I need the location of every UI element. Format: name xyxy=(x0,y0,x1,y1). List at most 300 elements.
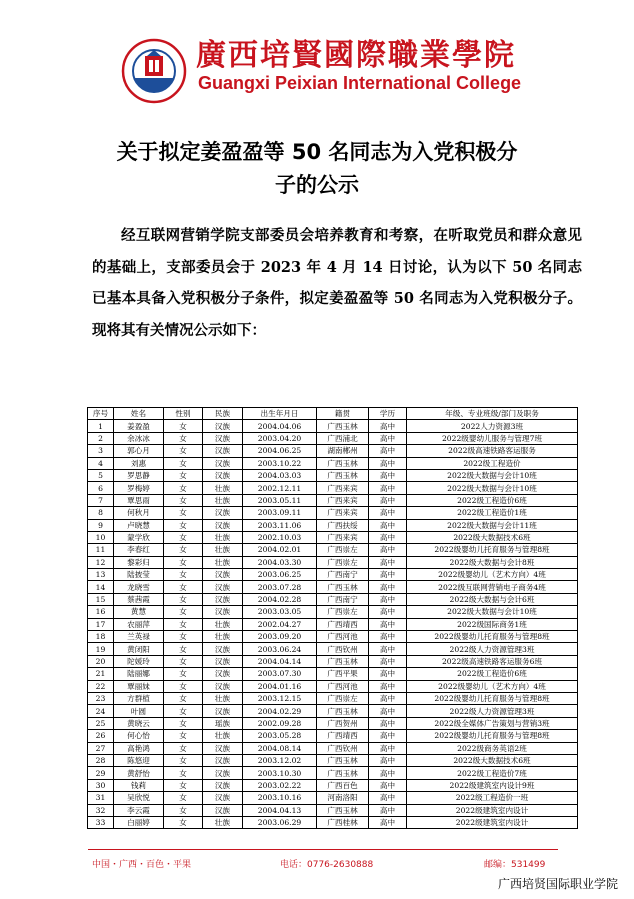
college-name-english: Guangxi Peixian International College xyxy=(198,73,522,93)
cell-native-place: 广西崇左 xyxy=(317,692,369,704)
cell-birthdate: 2004.02.29 xyxy=(243,705,317,717)
table-row xyxy=(88,618,578,630)
cell-birthdate: 2004.01.16 xyxy=(243,680,317,692)
cell-class: 2022级婴幼儿托育服务与管理8班 xyxy=(407,544,578,556)
cell-native-place: 广西玉林 xyxy=(317,457,369,469)
cell-class: 2022级商务英语2班 xyxy=(407,742,578,754)
cell-name: 罗梅婷 xyxy=(114,482,164,494)
table-row xyxy=(88,420,578,432)
cell-birthdate: 2003.05.28 xyxy=(243,730,317,742)
cell-gender: 女 xyxy=(164,668,203,680)
cell-class: 2022级人力资源管理3班 xyxy=(407,705,578,717)
table-header-row xyxy=(88,408,578,420)
college-name-chinese: 廣西培賢國際職業學院 xyxy=(196,38,516,73)
table-row xyxy=(88,494,578,506)
cell-class: 2022级工程造价 xyxy=(407,457,578,469)
cell-name: 陈悠迎 xyxy=(114,754,164,766)
header-class: 年级、专业班级/部门及职务 xyxy=(407,408,578,420)
cell-native-place: 广西靖西 xyxy=(317,730,369,742)
cell-birthdate: 2003.09.11 xyxy=(243,507,317,519)
cell-gender: 女 xyxy=(164,655,203,667)
cell-class: 2022级大数据与会计10班 xyxy=(407,469,578,481)
cell-ethnicity: 汉族 xyxy=(203,519,243,531)
cell-ethnicity: 壮族 xyxy=(203,816,243,828)
cell-index: 13 xyxy=(88,569,114,581)
cell-gender: 女 xyxy=(164,754,203,766)
cell-class: 2022级高速铁路客运服务6班 xyxy=(407,655,578,667)
cell-ethnicity: 汉族 xyxy=(203,581,243,593)
cell-native-place: 广西玉林 xyxy=(317,767,369,779)
cell-gender: 女 xyxy=(164,469,203,481)
cell-native-place: 广西钦州 xyxy=(317,643,369,655)
cell-gender: 女 xyxy=(164,531,203,543)
cell-education: 高中 xyxy=(369,705,407,717)
cell-birthdate: 2003.07.28 xyxy=(243,581,317,593)
cell-education: 高中 xyxy=(369,469,407,481)
cell-ethnicity: 汉族 xyxy=(203,420,243,432)
table-row xyxy=(88,581,578,593)
cell-native-place: 广西百色 xyxy=(317,779,369,791)
cell-gender: 女 xyxy=(164,816,203,828)
cell-name: 李春红 xyxy=(114,544,164,556)
table-row xyxy=(88,668,578,680)
table-row xyxy=(88,432,578,444)
cell-gender: 女 xyxy=(164,445,203,457)
cell-ethnicity: 汉族 xyxy=(203,804,243,816)
cell-name: 黎彩归 xyxy=(114,556,164,568)
cell-name: 吴欣悦 xyxy=(114,792,164,804)
cell-education: 高中 xyxy=(369,507,407,519)
cell-index: 28 xyxy=(88,754,114,766)
cell-education: 高中 xyxy=(369,668,407,680)
cell-class: 2022级大数据与会计10班 xyxy=(407,606,578,618)
cell-gender: 女 xyxy=(164,717,203,729)
cell-ethnicity: 汉族 xyxy=(203,754,243,766)
cell-gender: 女 xyxy=(164,631,203,643)
cell-education: 高中 xyxy=(369,457,407,469)
cell-gender: 女 xyxy=(164,618,203,630)
cell-name: 郭心月 xyxy=(114,445,164,457)
cell-index: 30 xyxy=(88,779,114,791)
table-row xyxy=(88,457,578,469)
cell-native-place: 广西来宾 xyxy=(317,494,369,506)
cell-education: 高中 xyxy=(369,432,407,444)
cell-class: 2022级婴幼儿托育服务与管理8班 xyxy=(407,730,578,742)
cell-index: 3 xyxy=(88,445,114,457)
cell-ethnicity: 汉族 xyxy=(203,767,243,779)
cell-gender: 女 xyxy=(164,779,203,791)
table-row xyxy=(88,507,578,519)
notice-body: 经互联网营销学院支部委员会培养教育和考察，在听取党员和群众意见的基础上，支部委员会于 2023 年 4 月 14 日讨论，认为以下 50 名同志已基本具备入党积极分子条件，拟定姜盈盈等 50 名同志为入党积极分子。现将其有关情况公示如下： xyxy=(92,227,582,339)
cell-native-place: 广西河池 xyxy=(317,680,369,692)
cell-birthdate: 2003.02.22 xyxy=(243,779,317,791)
cell-education: 高中 xyxy=(369,631,407,643)
cell-name: 何心怡 xyxy=(114,730,164,742)
cell-index: 18 xyxy=(88,631,114,643)
cell-index: 7 xyxy=(88,494,114,506)
signature: 广西培贤国际职业学院 xyxy=(497,877,618,891)
table-row xyxy=(88,482,578,494)
table-row xyxy=(88,643,578,655)
cell-birthdate: 2003.07.30 xyxy=(243,668,317,680)
candidate-table xyxy=(87,407,578,829)
cell-birthdate: 2003.10.22 xyxy=(243,457,317,469)
cell-birthdate: 2002.04.27 xyxy=(243,618,317,630)
header-education: 学历 xyxy=(369,408,407,420)
table-row xyxy=(88,593,578,605)
cell-ethnicity: 汉族 xyxy=(203,680,243,692)
cell-native-place: 广西崇左 xyxy=(317,556,369,568)
cell-gender: 女 xyxy=(164,742,203,754)
cell-class: 2022级工程造价1班 xyxy=(407,507,578,519)
footer-postcode: 邮编：531499 xyxy=(484,860,546,870)
cell-education: 高中 xyxy=(369,544,407,556)
header-native-place: 籍贯 xyxy=(317,408,369,420)
table-row xyxy=(88,655,578,667)
cell-name: 陆披莹 xyxy=(114,569,164,581)
cell-education: 高中 xyxy=(369,420,407,432)
cell-education: 高中 xyxy=(369,692,407,704)
cell-index: 16 xyxy=(88,606,114,618)
cell-education: 高中 xyxy=(369,816,407,828)
cell-birthdate: 2003.10.30 xyxy=(243,767,317,779)
cell-birthdate: 2004.03.03 xyxy=(243,469,317,481)
table-row xyxy=(88,531,578,543)
cell-native-place: 广西来宾 xyxy=(317,507,369,519)
cell-education: 高中 xyxy=(369,804,407,816)
cell-class: 2022级工程造价6班 xyxy=(407,668,578,680)
cell-class: 2022级工程造价7班 xyxy=(407,767,578,779)
cell-gender: 女 xyxy=(164,494,203,506)
cell-name: 罗思静 xyxy=(114,469,164,481)
cell-class: 2022级工程造价6班 xyxy=(407,494,578,506)
cell-name: 姜盈盈 xyxy=(114,420,164,432)
table-row xyxy=(88,569,578,581)
header-ethnicity: 民族 xyxy=(203,408,243,420)
cell-index: 14 xyxy=(88,581,114,593)
cell-index: 26 xyxy=(88,730,114,742)
cell-ethnicity: 汉族 xyxy=(203,779,243,791)
cell-name: 刘惠 xyxy=(114,457,164,469)
table-body xyxy=(88,420,578,829)
cell-ethnicity: 汉族 xyxy=(203,705,243,717)
cell-native-place: 广西扶绥 xyxy=(317,519,369,531)
table-row xyxy=(88,816,578,828)
table-row xyxy=(88,792,578,804)
cell-index: 20 xyxy=(88,655,114,667)
cell-class: 2022人力资源3班 xyxy=(407,420,578,432)
cell-birthdate: 2004.03.30 xyxy=(243,556,317,568)
table-row xyxy=(88,742,578,754)
cell-birthdate: 2004.04.06 xyxy=(243,420,317,432)
table-row xyxy=(88,767,578,779)
table-row xyxy=(88,469,578,481)
cell-birthdate: 2004.06.25 xyxy=(243,445,317,457)
cell-education: 高中 xyxy=(369,754,407,766)
cell-name: 兰英禄 xyxy=(114,631,164,643)
cell-gender: 女 xyxy=(164,606,203,618)
cell-native-place: 广西浦北 xyxy=(317,432,369,444)
cell-class: 2022级互联网营销电子商务4班 xyxy=(407,581,578,593)
cell-native-place: 广西南宁 xyxy=(317,593,369,605)
table-row xyxy=(88,544,578,556)
cell-index: 8 xyxy=(88,507,114,519)
cell-name: 钱莉 xyxy=(114,779,164,791)
cell-ethnicity: 汉族 xyxy=(203,792,243,804)
cell-native-place: 广西来宾 xyxy=(317,482,369,494)
cell-index: 1 xyxy=(88,420,114,432)
cell-native-place: 广西玉林 xyxy=(317,469,369,481)
cell-native-place: 广西崇左 xyxy=(317,606,369,618)
cell-class: 2022级全媒体广告策划与营销3班 xyxy=(407,717,578,729)
cell-native-place: 广西玉林 xyxy=(317,804,369,816)
cell-name: 龙晓雪 xyxy=(114,581,164,593)
cell-birthdate: 2004.04.14 xyxy=(243,655,317,667)
cell-index: 32 xyxy=(88,804,114,816)
header-index: 序号 xyxy=(88,408,114,420)
table-row xyxy=(88,779,578,791)
cell-education: 高中 xyxy=(369,531,407,543)
cell-index: 4 xyxy=(88,457,114,469)
cell-education: 高中 xyxy=(369,581,407,593)
cell-gender: 女 xyxy=(164,432,203,444)
cell-name: 黄舒怡 xyxy=(114,767,164,779)
cell-gender: 女 xyxy=(164,730,203,742)
cell-class: 2022级大数据与会计11班 xyxy=(407,519,578,531)
cell-name: 陆丽娜 xyxy=(114,668,164,680)
cell-ethnicity: 汉族 xyxy=(203,643,243,655)
cell-index: 2 xyxy=(88,432,114,444)
cell-education: 高中 xyxy=(369,680,407,692)
table-row xyxy=(88,445,578,457)
cell-education: 高中 xyxy=(369,606,407,618)
cell-name: 白丽婷 xyxy=(114,816,164,828)
table-row xyxy=(88,606,578,618)
cell-ethnicity: 壮族 xyxy=(203,631,243,643)
cell-native-place: 广西桂林 xyxy=(317,816,369,828)
cell-class: 2022级大数据技术6班 xyxy=(407,531,578,543)
cell-gender: 女 xyxy=(164,556,203,568)
cell-ethnicity: 壮族 xyxy=(203,482,243,494)
cell-gender: 女 xyxy=(164,767,203,779)
cell-class: 2022级人力资源管理3班 xyxy=(407,643,578,655)
cell-ethnicity: 汉族 xyxy=(203,457,243,469)
cell-birthdate: 2003.03.05 xyxy=(243,606,317,618)
cell-education: 高中 xyxy=(369,556,407,568)
cell-ethnicity: 汉族 xyxy=(203,432,243,444)
cell-native-place: 广西崇左 xyxy=(317,544,369,556)
cell-name: 李云霞 xyxy=(114,804,164,816)
cell-index: 27 xyxy=(88,742,114,754)
cell-class: 2022级高速铁路客运服务 xyxy=(407,445,578,457)
cell-index: 21 xyxy=(88,668,114,680)
table-row xyxy=(88,680,578,692)
cell-education: 高中 xyxy=(369,767,407,779)
table-row xyxy=(88,705,578,717)
cell-name: 陀媛玲 xyxy=(114,655,164,667)
cell-birthdate: 2003.06.29 xyxy=(243,816,317,828)
header-gender: 性别 xyxy=(164,408,203,420)
cell-index: 11 xyxy=(88,544,114,556)
cell-class: 2022级建筑室内设计 xyxy=(407,804,578,816)
cell-index: 23 xyxy=(88,692,114,704)
cell-native-place: 广西玉林 xyxy=(317,754,369,766)
cell-education: 高中 xyxy=(369,742,407,754)
cell-name: 叶圆 xyxy=(114,705,164,717)
cell-ethnicity: 汉族 xyxy=(203,569,243,581)
title-line-1: 关于拟定姜盈盈等 50 名同志为入党积极分 xyxy=(116,140,518,164)
cell-education: 高中 xyxy=(369,792,407,804)
cell-native-place: 广西河池 xyxy=(317,631,369,643)
cell-name: 蒙学欣 xyxy=(114,531,164,543)
cell-name: 覃丽妹 xyxy=(114,680,164,692)
cell-education: 高中 xyxy=(369,618,407,630)
cell-class: 2022级婴幼儿托育服务与管理8班 xyxy=(407,692,578,704)
cell-index: 31 xyxy=(88,792,114,804)
cell-gender: 女 xyxy=(164,507,203,519)
cell-birthdate: 2002.12.11 xyxy=(243,482,317,494)
cell-gender: 女 xyxy=(164,581,203,593)
cell-birthdate: 2003.05.11 xyxy=(243,494,317,506)
cell-birthdate: 2004.02.01 xyxy=(243,544,317,556)
cell-ethnicity: 汉族 xyxy=(203,655,243,667)
cell-name: 余冰冰 xyxy=(114,432,164,444)
table-row xyxy=(88,556,578,568)
cell-gender: 女 xyxy=(164,593,203,605)
cell-name: 方群植 xyxy=(114,692,164,704)
cell-birthdate: 2003.04.20 xyxy=(243,432,317,444)
cell-gender: 女 xyxy=(164,804,203,816)
cell-ethnicity: 汉族 xyxy=(203,445,243,457)
cell-education: 高中 xyxy=(369,593,407,605)
cell-education: 高中 xyxy=(369,482,407,494)
cell-native-place: 广西贺州 xyxy=(317,717,369,729)
cell-class: 2022级婴幼儿托育服务与管理8班 xyxy=(407,631,578,643)
cell-ethnicity: 汉族 xyxy=(203,593,243,605)
cell-class: 2022级婴幼儿服务与管理7班 xyxy=(407,432,578,444)
cell-native-place: 湖南郴州 xyxy=(317,445,369,457)
cell-native-place: 广西钦州 xyxy=(317,742,369,754)
cell-gender: 女 xyxy=(164,792,203,804)
cell-gender: 女 xyxy=(164,692,203,704)
cell-ethnicity: 汉族 xyxy=(203,469,243,481)
cell-name: 何秋月 xyxy=(114,507,164,519)
cell-birthdate: 2004.08.14 xyxy=(243,742,317,754)
cell-birthdate: 2003.10.16 xyxy=(243,792,317,804)
cell-index: 19 xyxy=(88,643,114,655)
cell-class: 2022级大数据技术6班 xyxy=(407,754,578,766)
cell-index: 24 xyxy=(88,705,114,717)
cell-gender: 女 xyxy=(164,482,203,494)
table-row xyxy=(88,804,578,816)
cell-ethnicity: 壮族 xyxy=(203,544,243,556)
cell-name: 农丽萍 xyxy=(114,618,164,630)
cell-gender: 女 xyxy=(164,420,203,432)
cell-native-place: 广西玉林 xyxy=(317,655,369,667)
cell-gender: 女 xyxy=(164,457,203,469)
cell-birthdate: 2003.06.24 xyxy=(243,643,317,655)
cell-name: 卢晓慧 xyxy=(114,519,164,531)
cell-class: 2022级大数据与会计10班 xyxy=(407,482,578,494)
cell-native-place: 广西来宾 xyxy=(317,531,369,543)
cell-ethnicity: 瑶族 xyxy=(203,717,243,729)
cell-birthdate: 2002.10.03 xyxy=(243,531,317,543)
cell-class: 2022级国际商务1班 xyxy=(407,618,578,630)
cell-ethnicity: 壮族 xyxy=(203,556,243,568)
cell-native-place: 广西靖西 xyxy=(317,618,369,630)
cell-index: 6 xyxy=(88,482,114,494)
cell-education: 高中 xyxy=(369,779,407,791)
cell-native-place: 广西玉林 xyxy=(317,581,369,593)
cell-ethnicity: 壮族 xyxy=(203,618,243,630)
cell-name: 蔡茜霞 xyxy=(114,593,164,605)
cell-name: 黄晓云 xyxy=(114,717,164,729)
cell-gender: 女 xyxy=(164,569,203,581)
cell-class: 2022级婴幼儿（艺术方向）4班 xyxy=(407,569,578,581)
cell-native-place: 广西玉林 xyxy=(317,420,369,432)
cell-gender: 女 xyxy=(164,544,203,556)
title-line-2: 子的公示 xyxy=(275,173,359,197)
cell-gender: 女 xyxy=(164,680,203,692)
footer-phone: 电话：0776-2630888 xyxy=(280,860,374,870)
cell-education: 高中 xyxy=(369,445,407,457)
cell-native-place: 广西玉林 xyxy=(317,705,369,717)
cell-birthdate: 2004.02.28 xyxy=(243,593,317,605)
footer-address: 中国・广西・百色・平果 xyxy=(92,860,192,870)
cell-education: 高中 xyxy=(369,519,407,531)
cell-birthdate: 2003.12.15 xyxy=(243,692,317,704)
cell-ethnicity: 壮族 xyxy=(203,692,243,704)
table-row xyxy=(88,730,578,742)
cell-index: 12 xyxy=(88,556,114,568)
cell-index: 17 xyxy=(88,618,114,630)
cell-name: 高艳鸿 xyxy=(114,742,164,754)
cell-name: 黄闭阳 xyxy=(114,643,164,655)
cell-ethnicity: 汉族 xyxy=(203,668,243,680)
cell-class: 2022级大数据与会计8班 xyxy=(407,556,578,568)
letterhead xyxy=(0,0,634,110)
cell-education: 高中 xyxy=(369,655,407,667)
table-row xyxy=(88,631,578,643)
cell-class: 2022级工程造价一班 xyxy=(407,792,578,804)
cell-index: 9 xyxy=(88,519,114,531)
cell-class: 2022级婴幼儿（艺术方向）4班 xyxy=(407,680,578,692)
cell-birthdate: 2003.09.20 xyxy=(243,631,317,643)
cell-index: 22 xyxy=(88,680,114,692)
cell-gender: 女 xyxy=(164,705,203,717)
cell-class: 2022级建筑室内设计9班 xyxy=(407,779,578,791)
table-row xyxy=(88,717,578,729)
cell-class: 2022级大数据与会计6班 xyxy=(407,593,578,605)
cell-ethnicity: 汉族 xyxy=(203,606,243,618)
notice-title xyxy=(60,136,574,202)
cell-ethnicity: 壮族 xyxy=(203,531,243,543)
cell-index: 33 xyxy=(88,816,114,828)
cell-index: 10 xyxy=(88,531,114,543)
cell-education: 高中 xyxy=(369,494,407,506)
cell-birthdate: 2002.09.28 xyxy=(243,717,317,729)
cell-birthdate: 2003.12.02 xyxy=(243,754,317,766)
cell-ethnicity: 汉族 xyxy=(203,742,243,754)
cell-name: 黄慧 xyxy=(114,606,164,618)
table-row xyxy=(88,692,578,704)
cell-birthdate: 2003.06.25 xyxy=(243,569,317,581)
cell-index: 5 xyxy=(88,469,114,481)
cell-education: 高中 xyxy=(369,730,407,742)
header-birthdate: 出生年月日 xyxy=(243,408,317,420)
college-logo-icon xyxy=(121,38,187,104)
cell-education: 高中 xyxy=(369,717,407,729)
